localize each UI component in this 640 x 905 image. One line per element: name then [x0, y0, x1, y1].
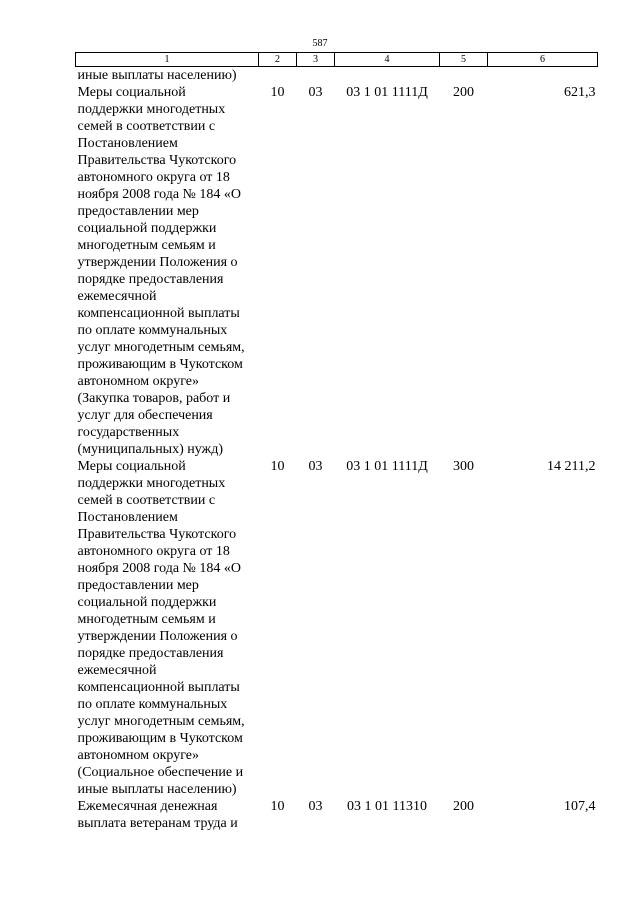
description-line: Меры социальной — [77, 459, 186, 474]
description-line: ноября 2008 года № 184 «О — [77, 561, 242, 576]
description-line: Ежемесячная денежная — [77, 799, 218, 814]
description-line: поддержки многодетных — [77, 102, 226, 117]
description-line: многодетным семьям и — [77, 238, 216, 253]
row-description — [76, 798, 259, 832]
table-header — [76, 53, 598, 67]
description-line: Меры социальной — [77, 85, 186, 100]
expense-type-code: 300 — [453, 459, 474, 474]
description-line: Правительства Чукотского — [77, 527, 237, 542]
description-line: ежемесячной — [77, 289, 157, 304]
description-line: автономного округа от 18 — [77, 544, 230, 559]
description-line: услуг для обеспечения — [77, 408, 213, 423]
header-row — [76, 53, 598, 67]
description-line: иные выплаты населению) — [77, 68, 237, 83]
description-line: семей в соответствии с — [77, 119, 216, 134]
description-line: (Закупка товаров, работ и — [77, 391, 231, 406]
description-line: порядке предоставления — [77, 272, 224, 287]
description-line: автономном округе» — [77, 748, 199, 763]
row-description — [76, 67, 259, 85]
table-row — [76, 458, 598, 798]
section-code: 10 — [270, 799, 285, 814]
subsection-code: 03 — [308, 85, 323, 100]
description-line: порядке предоставления — [77, 646, 224, 661]
description-line: предоставлении мер — [77, 578, 199, 593]
amount: 107,4 — [564, 799, 596, 814]
description-line: поддержки многодетных — [77, 476, 226, 491]
expense-type-code: 200 — [453, 799, 474, 814]
row-description — [76, 458, 259, 798]
amount: 14 211,2 — [547, 459, 596, 474]
amount: 621,3 — [564, 85, 596, 100]
table-row — [76, 798, 598, 832]
description-line: ежемесячной — [77, 663, 157, 678]
description-line: иные выплаты населению) — [77, 782, 237, 797]
header-col-3: 3 — [297, 53, 335, 67]
expense-type-code — [440, 67, 488, 85]
description-line: услуг многодетным семьям, — [77, 340, 245, 355]
description-line: (Социальное обеспечение и — [77, 765, 244, 780]
description-line: проживающим в Чукотском — [77, 357, 243, 372]
description-line: социальной поддержки — [77, 221, 217, 236]
description-line: компенсационной выплаты — [77, 306, 240, 321]
subsection-code: 03 — [308, 799, 323, 814]
description-line: по оплате коммунальных — [77, 697, 228, 712]
description-line: государственных — [77, 425, 180, 440]
page-number: 587 — [312, 38, 328, 49]
header-col-4: 4 — [335, 53, 440, 67]
description-line: проживающим в Чукотском — [77, 731, 243, 746]
section-code: 10 — [270, 459, 285, 474]
description-line: Постановлением — [77, 136, 178, 151]
expense-type-code: 200 — [453, 85, 474, 100]
header-col-1: 1 — [76, 53, 259, 67]
table-row — [76, 84, 598, 458]
description-line: Постановлением — [77, 510, 178, 525]
table-body — [76, 67, 598, 833]
description-line: предоставлении мер — [77, 204, 199, 219]
description-line: утверждении Положения о — [77, 255, 238, 270]
description-line: выплата ветеранам труда и — [77, 816, 238, 831]
header-col-6: 6 — [488, 53, 598, 67]
budget-table — [75, 52, 598, 832]
description-line: семей в соответствии с — [77, 493, 216, 508]
description-line: (муниципальных) нужд) — [77, 442, 224, 457]
description-line: ноября 2008 года № 184 «О — [77, 187, 242, 202]
subsection-code — [297, 67, 335, 85]
section-code: 10 — [270, 85, 285, 100]
target-article-code: 03 1 01 11310 — [347, 799, 427, 814]
description-line: Правительства Чукотского — [77, 153, 237, 168]
description-line: многодетным семьям и — [77, 612, 216, 627]
header-col-2: 2 — [259, 53, 297, 67]
description-line: компенсационной выплаты — [77, 680, 240, 695]
description-line: социальной поддержки — [77, 595, 217, 610]
row-description — [76, 84, 259, 458]
target-article-code: 03 1 01 1111Д — [346, 459, 428, 474]
table-row — [76, 67, 598, 85]
description-line: автономного округа от 18 — [77, 170, 230, 185]
description-line: утверждении Положения о — [77, 629, 238, 644]
description-line: по оплате коммунальных — [77, 323, 228, 338]
subsection-code: 03 — [308, 459, 323, 474]
description-line: услуг многодетным семьям, — [77, 714, 245, 729]
section-code — [259, 67, 297, 85]
header-col-5: 5 — [440, 53, 488, 67]
description-line: автономном округе» — [77, 374, 199, 389]
target-article-code — [335, 67, 440, 85]
target-article-code: 03 1 01 1111Д — [346, 85, 428, 100]
amount — [488, 67, 598, 85]
